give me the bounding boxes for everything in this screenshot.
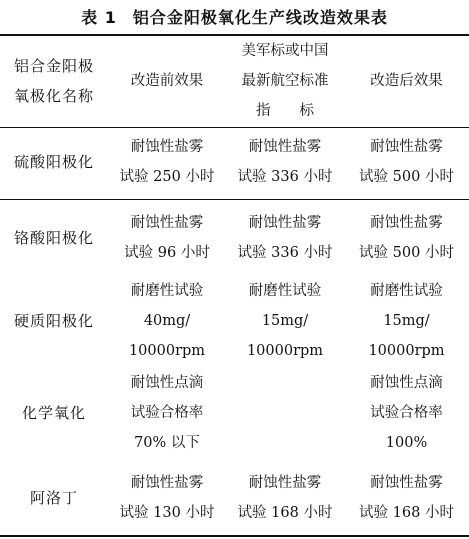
after-line-2: 试验 168 小时 bbox=[359, 505, 454, 521]
header-standard-line-1: 美军标或中国 bbox=[241, 43, 329, 59]
header-after-label: 改造后效果 bbox=[370, 73, 443, 89]
before-line-1: 耐蚀性盐雾 bbox=[130, 215, 204, 231]
after-line-1: 耐磨性试验 bbox=[370, 283, 443, 299]
before-cell bbox=[108, 367, 226, 459]
header-before-cell bbox=[108, 36, 226, 126]
standard-cell bbox=[226, 206, 344, 270]
after-line-3: 10000rpm bbox=[368, 343, 445, 359]
row-name-cell bbox=[0, 206, 108, 270]
after-line-3: 100% bbox=[385, 435, 428, 451]
before-cell bbox=[108, 132, 226, 192]
after-line-1: 耐蚀性点滴 bbox=[370, 375, 443, 391]
standard-line-1: 耐蚀性盐雾 bbox=[248, 215, 322, 231]
table-caption bbox=[0, 0, 469, 32]
row-rule bbox=[0, 199, 469, 200]
header-name-line-2: 氧极化名称 bbox=[13, 87, 94, 105]
header-before-label: 改造前效果 bbox=[130, 73, 204, 89]
header-standard-cell bbox=[226, 36, 344, 126]
standard-line-2: 试验 336 小时 bbox=[237, 169, 333, 185]
after-line-1: 耐蚀性盐雾 bbox=[370, 215, 443, 231]
after-line-2: 试验合格率 bbox=[370, 405, 443, 421]
row-name: 硫酸阳极化 bbox=[13, 153, 94, 171]
header-rule bbox=[0, 127, 469, 128]
standard-line-1: 耐蚀性盐雾 bbox=[248, 475, 322, 491]
before-line-2: 试验 130 小时 bbox=[119, 505, 215, 521]
row-name-cell bbox=[0, 132, 108, 192]
standard-line-2: 试验 168 小时 bbox=[237, 505, 333, 521]
before-line-1: 耐磨性试验 bbox=[130, 283, 204, 299]
bottom-rule bbox=[0, 535, 469, 537]
header-name-cell bbox=[0, 36, 108, 126]
before-cell bbox=[108, 464, 226, 532]
standard-cell-empty bbox=[226, 367, 344, 459]
row-name: 化学氧化 bbox=[21, 404, 86, 422]
header-name-line-1: 铝合金阳极 bbox=[13, 57, 94, 75]
row-name-cell bbox=[0, 464, 108, 532]
after-line-1: 耐蚀性盐雾 bbox=[370, 475, 443, 491]
table-number: 表 1 bbox=[81, 7, 117, 27]
before-line-3: 10000rpm bbox=[128, 343, 206, 359]
before-line-2: 试验 96 小时 bbox=[124, 245, 210, 261]
row-name: 硬质阳极化 bbox=[13, 312, 94, 330]
standard-line-3: 10000rpm bbox=[246, 343, 324, 359]
after-cell bbox=[344, 367, 469, 459]
after-line-2: 试验 500 小时 bbox=[359, 169, 454, 185]
before-cell bbox=[108, 206, 226, 270]
header-standard-line-3: 指 标 bbox=[256, 103, 314, 119]
before-line-3: 70% 以下 bbox=[134, 435, 200, 451]
after-line-1: 耐蚀性盐雾 bbox=[370, 139, 443, 155]
row-name-cell bbox=[0, 275, 108, 367]
after-cell bbox=[344, 275, 469, 367]
before-line-2: 试验 250 小时 bbox=[119, 169, 215, 185]
before-line-1: 耐蚀性盐雾 bbox=[130, 475, 204, 491]
before-cell bbox=[108, 275, 226, 367]
header-after-cell bbox=[344, 36, 469, 126]
standard-line-1: 耐蚀性盐雾 bbox=[248, 139, 322, 155]
row-name: 阿洛丁 bbox=[29, 489, 78, 507]
before-line-1: 耐蚀性点滴 bbox=[130, 375, 204, 391]
before-line-2: 试验合格率 bbox=[130, 405, 204, 421]
before-line-2: 40mg/ bbox=[143, 313, 191, 329]
after-line-2: 试验 500 小时 bbox=[359, 245, 454, 261]
row-name: 铬酸阳极化 bbox=[13, 229, 94, 247]
after-cell bbox=[344, 132, 469, 192]
standard-cell bbox=[226, 464, 344, 532]
after-cell bbox=[344, 206, 469, 270]
after-line-2: 15mg/ bbox=[383, 313, 430, 329]
before-line-1: 耐蚀性盐雾 bbox=[130, 139, 204, 155]
table-title: 铝合金阳极氧化生产线改造效果表 bbox=[132, 7, 388, 27]
standard-cell bbox=[226, 275, 344, 367]
standard-cell bbox=[226, 132, 344, 192]
standard-line-2: 15mg/ bbox=[261, 313, 309, 329]
standard-line-1: 耐磨性试验 bbox=[248, 283, 322, 299]
standard-line-2: 试验 336 小时 bbox=[237, 245, 333, 261]
header-standard-line-2: 最新航空标准 bbox=[241, 73, 329, 89]
after-cell bbox=[344, 464, 469, 532]
row-name-cell bbox=[0, 367, 108, 459]
